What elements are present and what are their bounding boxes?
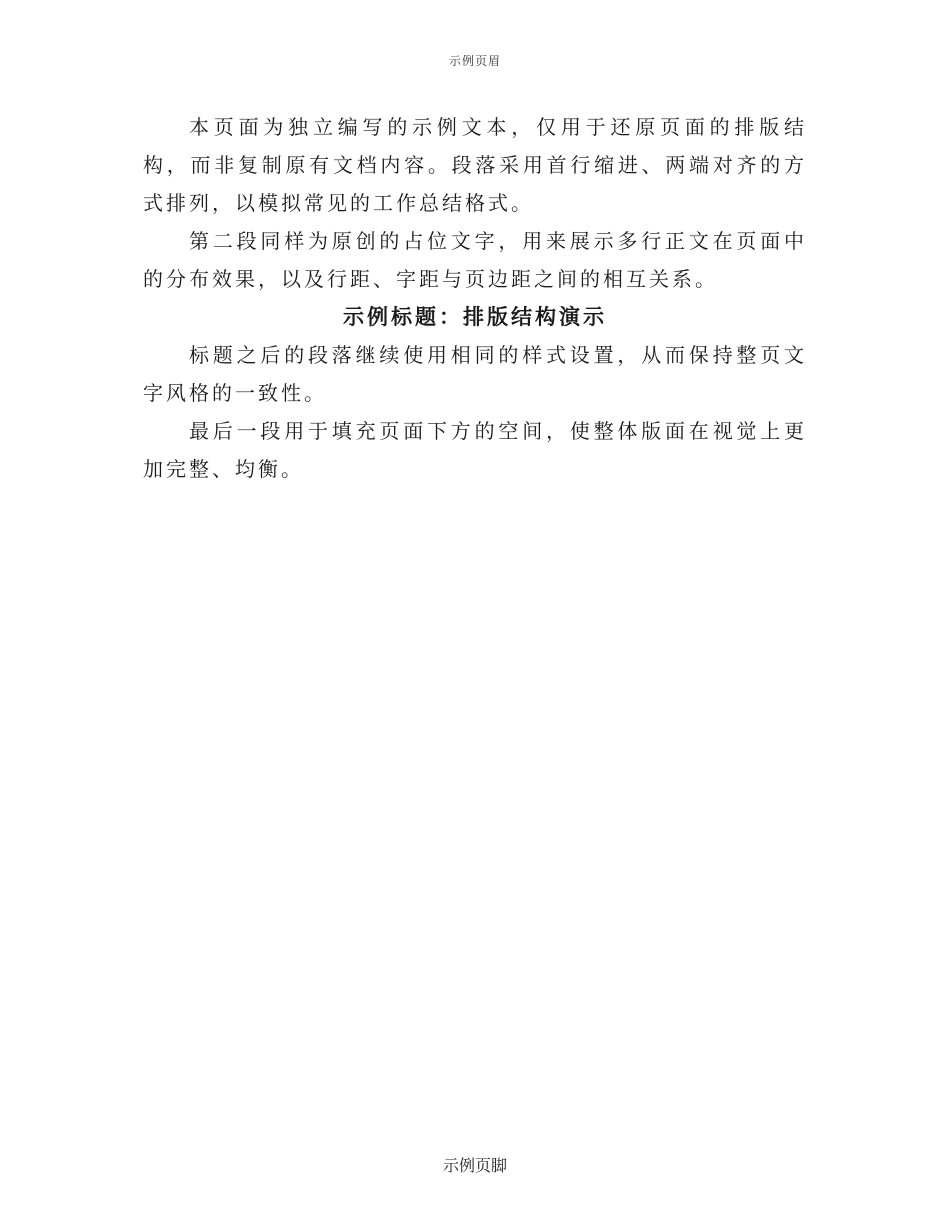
paragraph-4: 最后一段用于填充页面下方的空间，使整体版面在视觉上更加完整、均衡。 — [143, 419, 807, 481]
page-header: 示例页眉 — [448, 54, 501, 68]
paragraph-3: 标题之后的段落继续使用相同的样式设置，从而保持整页文字风格的一致性。 — [143, 343, 807, 405]
page-footer: 示例页脚 — [442, 1156, 507, 1175]
paragraph-2: 第二段同样为原创的占位文字，用来展示多行正文在页面中的分布效果，以及行距、字距与页边距之间的相互关系。 — [143, 229, 807, 291]
section-heading: 示例标题：排版结构演示 — [343, 304, 607, 329]
document-body — [143, 108, 807, 488]
paragraph-1: 本页面为独立编写的示例文本，仅用于还原页面的排版结构，而非复制原有文档内容。段落采用首行缩进、两端对齐的方式排列，以模拟常见的工作总结格式。 — [143, 115, 807, 215]
